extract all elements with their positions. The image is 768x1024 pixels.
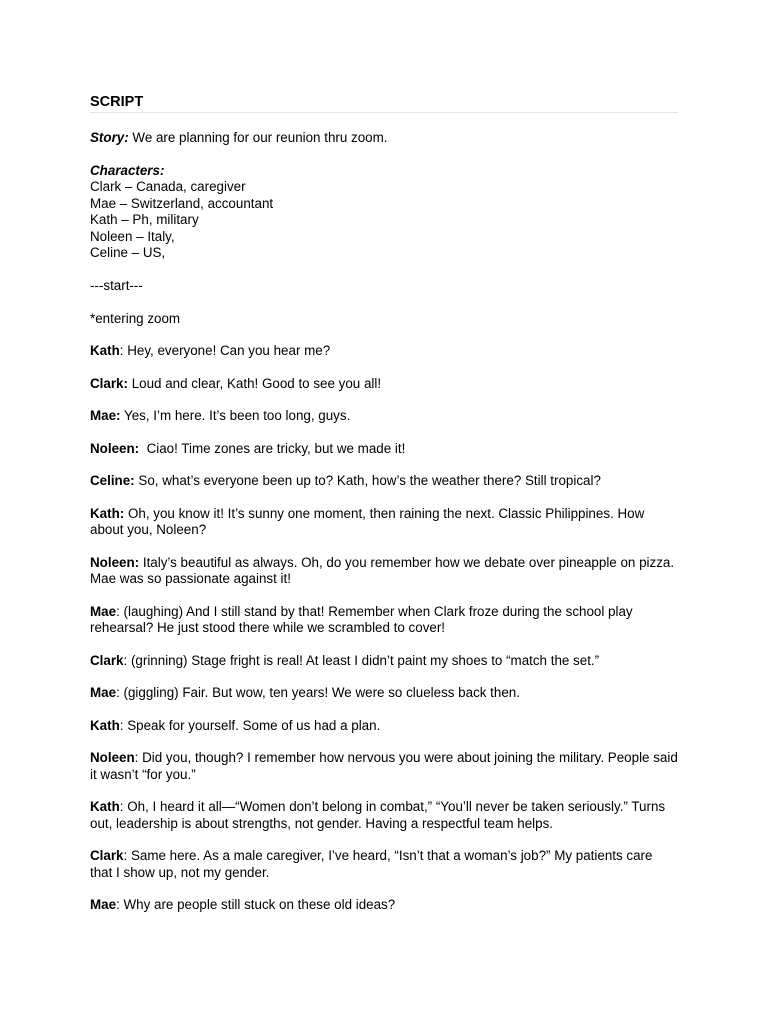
- speaker-name: Mae: [90, 685, 117, 701]
- dialogue-text: Loud and clear, Kath! Good to see you all!: [131, 375, 382, 391]
- speaker-separator: :: [123, 652, 131, 668]
- speaker-separator: :: [116, 685, 124, 701]
- speaker-name: Noleen:: [90, 440, 140, 456]
- speaker-name: Noleen: [90, 750, 135, 766]
- speaker-separator: :: [123, 848, 131, 864]
- dialogue-line: [90, 750, 678, 783]
- dialogue-text: (laughing) And I still stand by that! Remember when Clark froze during the school play rehearsal? He just stood there while we scrambled to cover!: [90, 603, 633, 636]
- dialogue-text: Why are people still stuck on these old ideas?: [123, 897, 396, 913]
- dialogue-text: (giggling) Fair. But wow, ten years! We were so clueless back then.: [123, 685, 520, 701]
- dialogue-line: [90, 685, 678, 702]
- speaker-name: Kath: [90, 343, 120, 359]
- dialogue-line: [90, 441, 678, 458]
- dialogue-text: Yes, I’m here. It’s been too long, guys.: [124, 408, 351, 424]
- dialogue-text: (grinning) Stage fright is real! At least I didn’t paint my shoes to “match the set.”: [130, 652, 600, 668]
- characters-label: Characters:: [90, 162, 165, 178]
- dialogue-line: [90, 897, 678, 914]
- speaker-name: Mae: [90, 603, 117, 619]
- speaker-name: Kath:: [90, 505, 125, 521]
- dialogue-text: So, what’s everyone been up to? Kath, how’s the weather there? Still tropical?: [138, 473, 601, 489]
- dialogue-line: [90, 653, 678, 670]
- speaker-name: Kath: [90, 799, 120, 815]
- start-marker: ---start---: [90, 277, 143, 293]
- story-text: We are planning for our reunion thru zoom.: [128, 130, 388, 145]
- dialogue-line: [90, 473, 678, 490]
- speaker-separator: :: [119, 717, 128, 733]
- characters-section: [90, 163, 678, 262]
- dialogue-text: Oh, I heard it all—“Women don’t belong in combat,” “You’ll never be taken seriously.” Turns out, leadership is about strengths, not gender. Having a respectful team helps.: [90, 799, 666, 831]
- dialogue-line: [90, 799, 678, 832]
- speaker-name: Celine:: [90, 473, 135, 489]
- story-label: Story:: [90, 130, 129, 145]
- speaker-name: Noleen:: [90, 554, 140, 570]
- dialogue-line: [90, 848, 678, 881]
- stage-direction: *entering zoom: [90, 310, 181, 326]
- dialogue-text: Hey, everyone! Can you hear me?: [127, 343, 331, 359]
- character-item: Clark – Canada, caregiver: [90, 179, 246, 195]
- dialogue-text: Oh, you know it! It’s sunny one moment, then raining the next. Classic Philippines. How about you, Noleen?: [90, 505, 645, 538]
- dialogue-line: [90, 408, 678, 425]
- speaker-separator: [139, 441, 146, 456]
- character-item: Mae – Switzerland, accountant: [90, 195, 274, 211]
- character-item: Kath – Ph, military: [90, 212, 199, 228]
- document-page: [90, 93, 678, 930]
- dialogue-line: [90, 718, 678, 735]
- speaker-name: Mae: [90, 897, 117, 913]
- dialogue-text: Speak for yourself. Some of us had a plan.: [127, 717, 381, 733]
- dialogue-line: [90, 376, 678, 393]
- dialogue-section: [90, 343, 678, 914]
- speaker-separator: :: [119, 799, 128, 815]
- dialogue-line: [90, 343, 678, 360]
- speaker-separator: :: [134, 750, 143, 766]
- dialogue-line: [90, 604, 678, 637]
- dialogue-line: [90, 555, 678, 588]
- speaker-separator: :: [116, 897, 124, 913]
- dialogue-text: Ciao! Time zones are tricky, but we made it!: [146, 440, 406, 456]
- character-item: Noleen – Italy,: [90, 228, 175, 244]
- speaker-name: Clark: [90, 848, 124, 864]
- speaker-separator: :: [116, 603, 124, 619]
- dialogue-text: Did you, though? I remember how nervous you were about joining the military. People said it wasn’t “for you.”: [90, 750, 678, 782]
- speaker-name: Mae:: [90, 408, 121, 424]
- speaker-name: Clark: [90, 652, 124, 668]
- speaker-name: Clark:: [90, 375, 128, 391]
- dialogue-line: [90, 506, 678, 539]
- page-title: SCRIPT: [90, 93, 678, 113]
- dialogue-text: Italy’s beautiful as always. Oh, do you remember how we debate over pineapple on pizza. Mae was so passionate against it!: [90, 554, 675, 587]
- character-item: Celine – US,: [90, 245, 166, 261]
- speaker-name: Kath: [90, 717, 120, 733]
- speaker-separator: :: [119, 343, 128, 359]
- story-line: [90, 130, 678, 147]
- dialogue-text: Same here. As a male caregiver, I’ve heard, “Isn’t that a woman’s job?” My patients care that I show up, not my gender.: [90, 848, 653, 880]
